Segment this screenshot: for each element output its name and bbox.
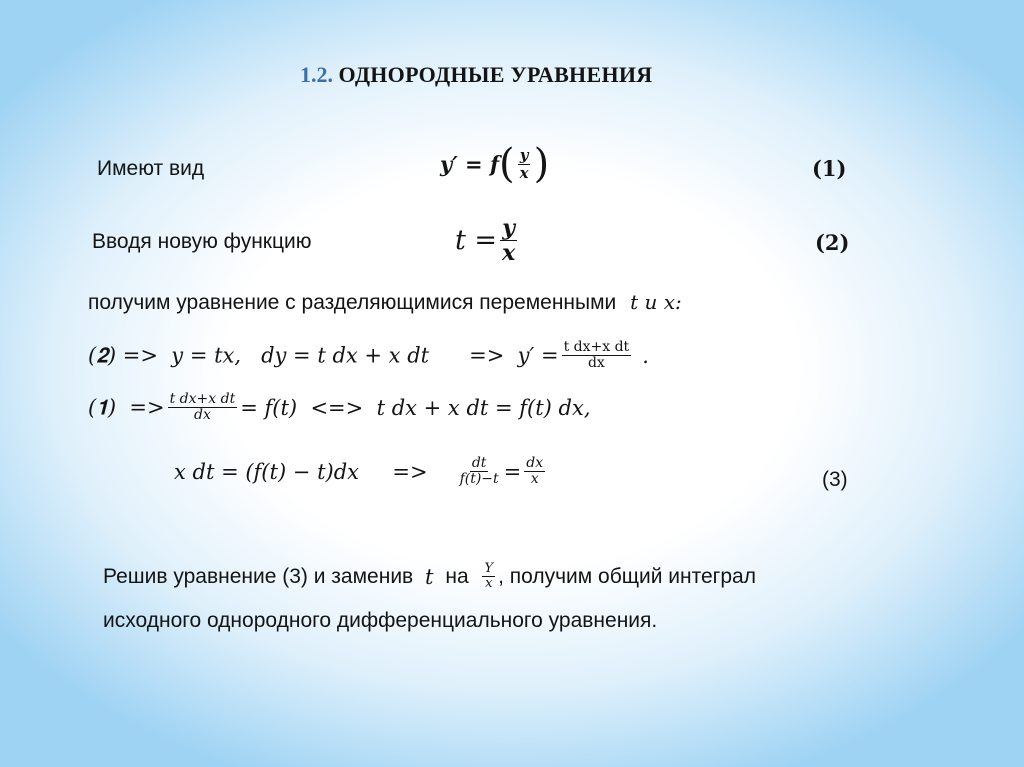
line2-text: Вводя новую функцию bbox=[92, 230, 312, 253]
page-title bbox=[300, 62, 652, 88]
line3-variables: 𝑡 и 𝑥: bbox=[630, 290, 682, 314]
conclusion-denominator: 𝑥 bbox=[485, 576, 493, 592]
line6-numerator-1: 𝑑𝑡 bbox=[471, 455, 487, 471]
line4-numerator: t dx+x dt bbox=[563, 339, 630, 355]
line6-numerator-2: 𝑑𝑥 bbox=[526, 455, 544, 471]
conclusion-part2: на bbox=[445, 564, 469, 588]
title-number: 1.2. bbox=[300, 62, 333, 87]
equation-2 bbox=[455, 216, 520, 265]
equation-label-2: (𝟐) bbox=[815, 230, 850, 255]
conclusion-t: 𝑡 bbox=[425, 564, 434, 589]
conclusion-line-2: исходного однородного дифференциального уравнения. bbox=[103, 609, 658, 632]
eq1-denominator: 𝒙 bbox=[519, 163, 529, 182]
line4-period: . bbox=[642, 343, 649, 368]
paren-open: ( bbox=[499, 141, 515, 187]
line3-sentence: получим уравнение с разделяющимися переменными bbox=[88, 291, 617, 314]
line6-expression: 𝑥 𝑑𝑡 = (𝑓(𝑡) − 𝑡)𝑑𝑥 => bbox=[174, 459, 428, 484]
paren-close: ) bbox=[533, 141, 550, 187]
line5-denominator: 𝑑𝑥 bbox=[193, 407, 211, 424]
equation-label-1: (𝟏) bbox=[812, 156, 847, 181]
line1-text: Имеют вид bbox=[97, 157, 205, 180]
line5-expression: = 𝑓(𝑡) <=> 𝑡 𝑑𝑥 + 𝑥 𝑑𝑡 = 𝑓(𝑡) 𝑑𝑥, bbox=[240, 395, 591, 420]
equation-1-lhs: 𝒚′ = 𝒇 bbox=[440, 151, 499, 177]
eq2-numerator: 𝒚 bbox=[502, 215, 516, 241]
line6-equals: = bbox=[503, 459, 522, 484]
equation-2-lhs: 𝑡 = bbox=[455, 225, 498, 257]
line3-text bbox=[88, 290, 682, 315]
equation-line-4 bbox=[88, 340, 649, 372]
line4-denominator: dx bbox=[587, 355, 605, 372]
equation-line-6 bbox=[174, 456, 548, 488]
equation-1 bbox=[440, 141, 550, 187]
conclusion-part3: , получим общий интеграл bbox=[498, 564, 756, 588]
line6-denominator-1: 𝑓(𝑡)−𝑡 bbox=[459, 471, 499, 488]
line5-numerator: 𝑡 𝑑𝑥+𝑥 𝑑𝑡 bbox=[169, 391, 236, 407]
title-text: ОДНОРОДНЫЕ УРАВНЕНИЯ bbox=[338, 62, 653, 87]
line6-denominator-2: 𝑥 bbox=[530, 471, 539, 488]
conclusion-numerator: 𝑌 bbox=[484, 561, 494, 576]
equation-line-5 bbox=[88, 392, 591, 424]
eq2-denominator: 𝒙 bbox=[502, 240, 516, 267]
line5-lead: (𝟏) => bbox=[88, 395, 165, 420]
line4-expression: (𝟐) => 𝑦 = 𝑡𝑥, 𝑑𝑦 = 𝑡 𝑑𝑥 + 𝑥 𝑑𝑡 => y′ = bbox=[88, 343, 559, 368]
conclusion-line-1 bbox=[103, 562, 756, 592]
conclusion-part1: Решив уравнение (3) и заменив bbox=[103, 564, 414, 588]
eq1-numerator: 𝒚 bbox=[519, 146, 529, 164]
equation-label-3: (3) bbox=[822, 468, 848, 491]
